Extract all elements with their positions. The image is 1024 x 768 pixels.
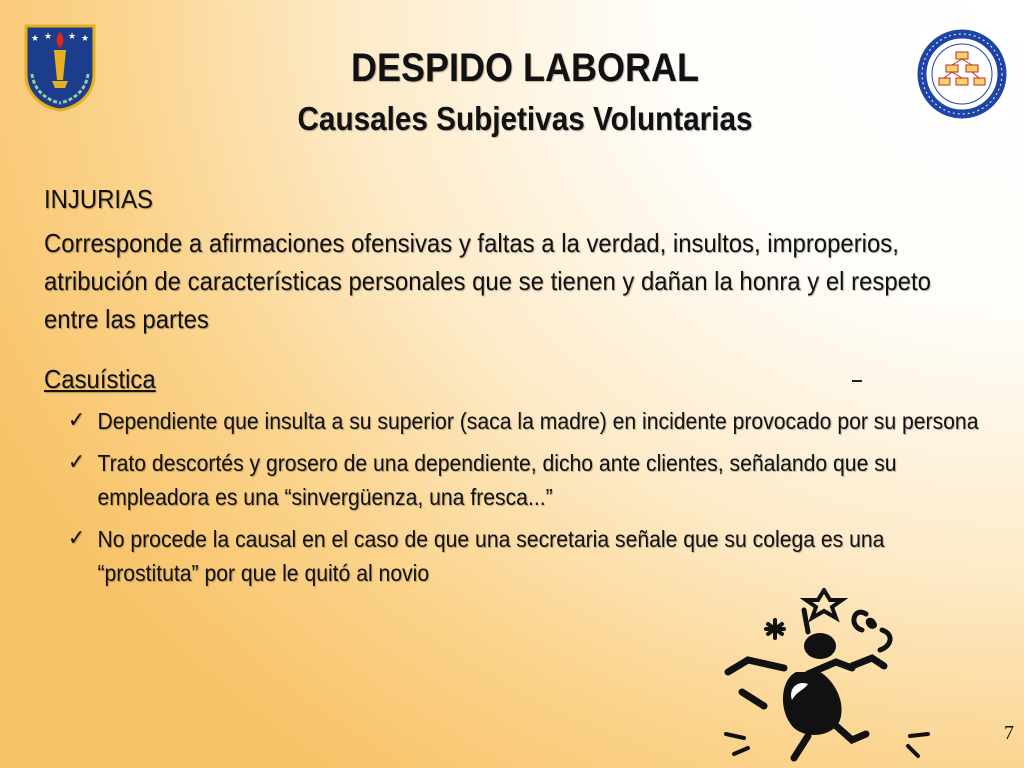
stray-dash-mark — [852, 380, 862, 382]
case-text: Dependiente que insulta a su superior (saca la madre) en incidente provocado por su persona — [97, 408, 979, 434]
checkmark-icon: ✓ — [68, 450, 85, 475]
checkmark-icon: ✓ — [68, 408, 85, 433]
checkmark-icon: ✓ — [68, 526, 85, 551]
case-text: Trato descortés y grosero de una dependiente, dicho ante clientes, señalando que su empleadora es una “sinvergüenza, una fresca...” — [97, 450, 897, 510]
list-item — [68, 446, 988, 514]
svg-text:★: ★ — [44, 32, 53, 42]
case-list — [68, 404, 988, 598]
list-item — [68, 404, 988, 438]
case-text: No procede la causal en el caso de que una secretaria señale que su colega es una “prostituta” por que le quitó al novio — [97, 526, 885, 586]
angry-cartoon-figure — [724, 588, 940, 766]
slide-subtitle: Causales Subjetivas Voluntarias — [297, 100, 753, 137]
list-item — [68, 522, 988, 590]
page-number: 7 — [1004, 722, 1014, 744]
svg-text:★: ★ — [81, 34, 90, 44]
slide-title: DESPIDO LABORAL — [350, 46, 700, 90]
svg-text:★: ★ — [68, 32, 77, 42]
definition-paragraph: Corresponde a afirmaciones ofensivas y faltas a la verdad, insultos, improperios, atribución de características personales que se tienen y dañan la honra y el respeto entre las partes — [44, 228, 931, 334]
casuistica-heading: Casuística — [44, 364, 156, 394]
section-heading: INJURIAS — [44, 184, 153, 214]
svg-text:★: ★ — [31, 34, 40, 44]
